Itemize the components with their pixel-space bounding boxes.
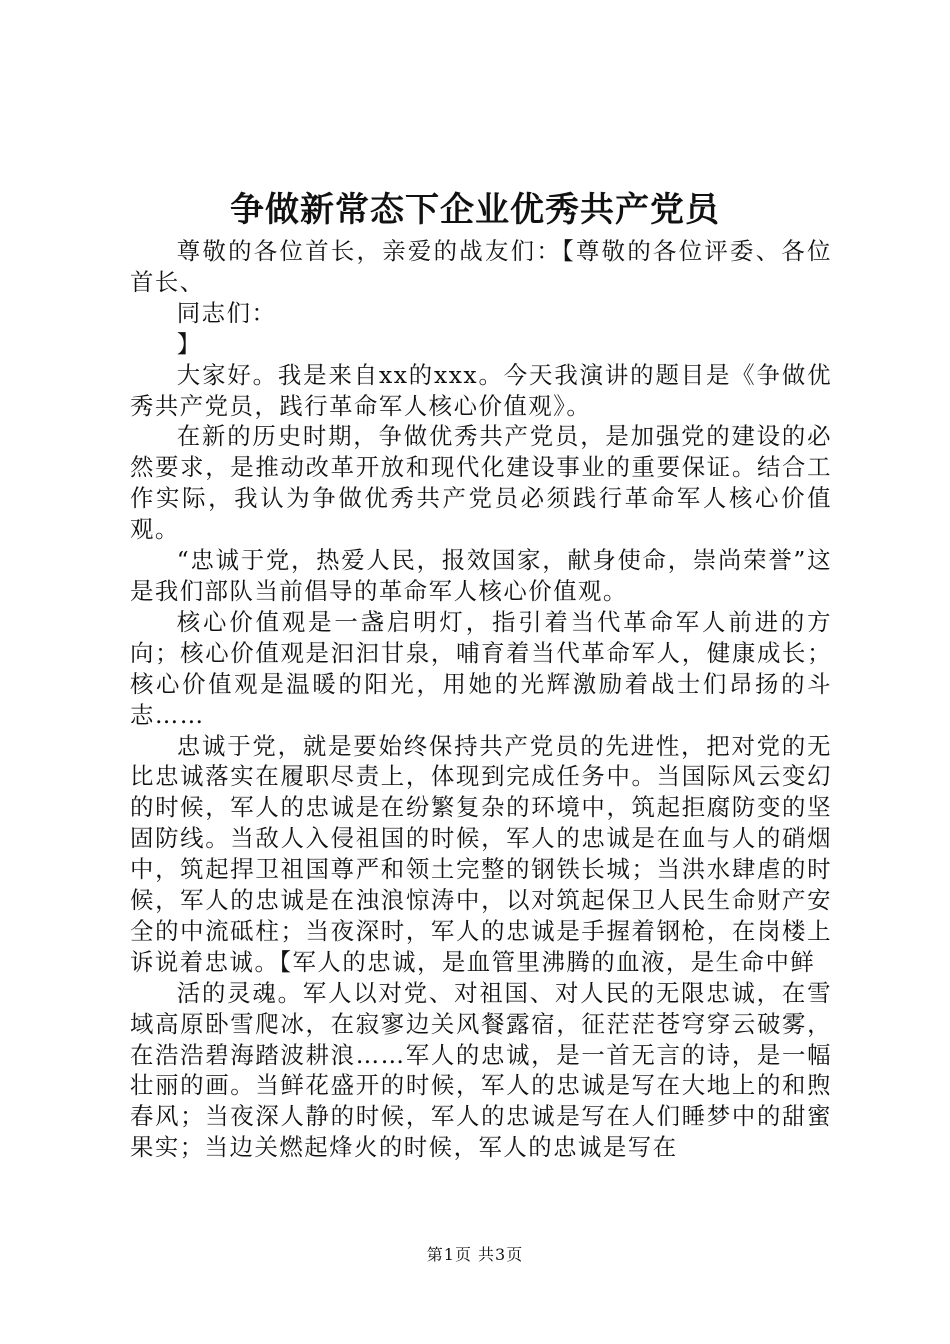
paragraph-soul: 活的灵魂。军人以对党、对祖国、对人民的无限忠诚，在雪域高原卧雪爬冰，在寂寥边关风餐露宿，征茫茫苍穹穿云破雾，在浩浩碧海踏波耕浪……军人的忠诚，是一首无言的诗，是一幅壮丽的画。当鲜花盛开的时候，军人的忠诚是写在大地上的和煦春风；当夜深人静的时候，军人的忠诚是写在人们睡梦中的甜蜜果实；当边关燃起烽火的时候，军人的忠诚是写在: [130, 978, 832, 1162]
paragraph-bracket: 】: [176, 329, 202, 358]
page-footer: 第1页 共3页: [426, 1245, 524, 1264]
paragraph-new-era: 在新的历史时期，争做优秀共产党员，是加强党的建设的必然要求，是推动改革开放和现代化建设事业的重要保证。结合工作实际，我认为争做优秀共产党员必须践行革命军人核心价值观。: [130, 422, 832, 544]
document-body: [130, 236, 832, 1163]
paragraph-greeting: 尊敬的各位首长，亲爱的战友们：【尊敬的各位评委、各位首长、: [130, 237, 832, 296]
paragraph-values-metaphor: 核心价值观是一盏启明灯，指引着当代革命军人前进的方向；核心价值观是汩汩甘泉，哺育着当代革命军人，健康成长；核心价值观是温暖的阳光，用她的光辉激励着战士们昂扬的斗志……: [130, 607, 832, 729]
paragraph-comrades: 同志们：: [176, 298, 277, 327]
paragraph-loyalty: 忠诚于党，就是要始终保持共产党员的先进性，把对党的无比忠诚落实在履职尽责上，体现到完成任务中。当国际风云变幻的时候，军人的忠诚是在纷繁复杂的环境中，筑起拒腐防变的坚固防线。当敌人入侵祖国的时候，军人的忠诚是在血与人的硝烟中，筑起捍卫祖国尊严和领土完整的钢铁长城；当洪水肆虐的时候，军人的忠诚是在浊浪惊涛中，以对筑起保卫人民生命财产安全的中流砥柱；当夜深时，军人的忠诚是手握着钢枪，在岗楼上诉说着忠诚。【军人的忠诚，是血管里沸腾的血液，是生命中鲜: [130, 731, 832, 976]
document-title: 争做新常态下企业优秀共产党员: [230, 190, 720, 230]
paragraph-intro: 大家好。我是来自xx的xxx。今天我演讲的题目是《争做优秀共产党员，践行革命军人核心价值观》。: [130, 360, 832, 420]
paragraph-core-values: “忠诚于党，热爱人民，报效国家，献身使命，崇尚荣誉”这是我们部队当前倡导的革命军人核心价值观。: [130, 546, 832, 605]
